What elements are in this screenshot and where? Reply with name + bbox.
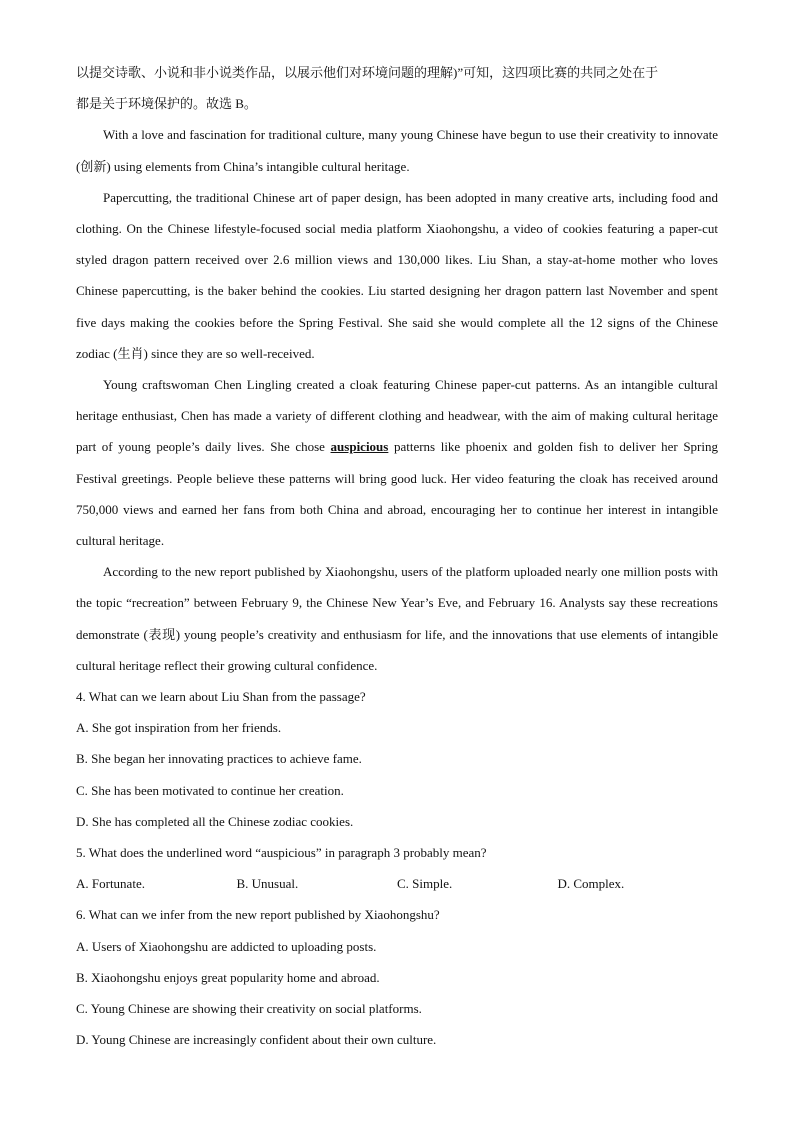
passage-paragraph-4: According to the new report published by Xiaohongshu, users of the platform uploaded nearly one million posts with the topic “recreation” between February 9, the Chinese New Year’s Eve, and February 16. Analysts say these recreations demonstrate (表现) young people’s creativity and enthusiasm for life, and the innovations that use elements of intangible cultural heritage reflect their growing cultural confidence. (76, 564, 718, 673)
question-5-option-a: A. Fortunate. (76, 876, 145, 892)
passage-paragraph-2: Papercutting, the traditional Chinese art of paper design, has been adopted in many creative arts, including food and clothing. On the Chinese lifestyle-focused social media platform Xiaohongshu, a video of cookies featuring a paper-cut styled dragon pattern received over 2.6 million views and 130,000 likes. Liu Shan, a stay-at-home mother who loves Chinese papercutting, is the baker behind the cookies. Liu started designing her dragon pattern last November and spent five days making the cookies before the Spring Festival. She said she would complete all the 12 signs of the Chinese zodiac (生肖) since they are so well-received. (76, 189, 718, 361)
question-5-option-c: C. Simple. (397, 876, 453, 892)
question-6-stem: 6. What can we infer from the new report published by Xiaohongshu? (76, 907, 440, 923)
question-6 (76, 899, 718, 1055)
intro-explanation-line-2: 都是关于环境保护的。故选 B。 (76, 96, 257, 112)
underlined-word-auspicious: auspicious (330, 439, 389, 455)
question-5-stem: 5. What does the underlined word “auspicious” in paragraph 3 probably mean? (76, 845, 487, 861)
question-4-option-a: A. She got inspiration from her friends. (76, 720, 282, 736)
question-4-option-c: C. She has been motivated to continue her creation. (76, 782, 344, 798)
paragraph-3-text-before: Young craftswoman Chen Lingling created a cloak featuring Chinese paper-cut patterns. As an intangible cultural heritage enthusiast, Chen has made a variety of different clothing and headwear, with the aim of making cultural heritage part of young people’s daily lives. She chose (76, 377, 718, 455)
question-4-option-d: D. She has completed all the Chinese zodiac cookies. (76, 813, 354, 829)
question-5 (76, 837, 718, 899)
question-4 (76, 681, 718, 837)
question-6-option-d: D. Young Chinese are increasingly confident about their own culture. (76, 1032, 437, 1048)
question-6-option-a: A. Users of Xiaohongshu are addicted to uploading posts. (76, 938, 377, 954)
question-5-option-d: D. Complex. (557, 876, 625, 892)
page-content (76, 57, 718, 1056)
question-6-option-b: B. Xiaohongshu enjoys great popularity home and abroad. (76, 969, 380, 985)
passage-paragraph-3 (76, 369, 718, 556)
question-6-option-c: C. Young Chinese are showing their creativity on social platforms. (76, 1001, 422, 1017)
question-5-options (76, 868, 718, 899)
question-5-option-b: B. Unusual. (236, 876, 299, 892)
intro-explanation-line-1: 以提交诗歌、小说和非小说类作品，以展示他们对环境问题的理解)”可知，这四项比赛的共同之处在于 (76, 65, 659, 80)
paragraph-3-text-after: patterns like phoenix and golden fish to deliver her Spring Festival greetings. People believe these patterns will bring good luck. Her video featuring the cloak has received around 750,000 views and earned her fans from both China and abroad, encouraging her to continue her interest in intangible cultural heritage. (76, 439, 718, 549)
question-4-option-b: B. She began her innovating practices to achieve fame. (76, 751, 362, 767)
question-4-stem: 4. What can we learn about Liu Shan from the passage? (76, 689, 366, 705)
passage-paragraph-1: With a love and fascination for traditional culture, many young Chinese have begun to use their creativity to innovate (创新) using elements from China’s intangible cultural heritage. (76, 127, 718, 174)
